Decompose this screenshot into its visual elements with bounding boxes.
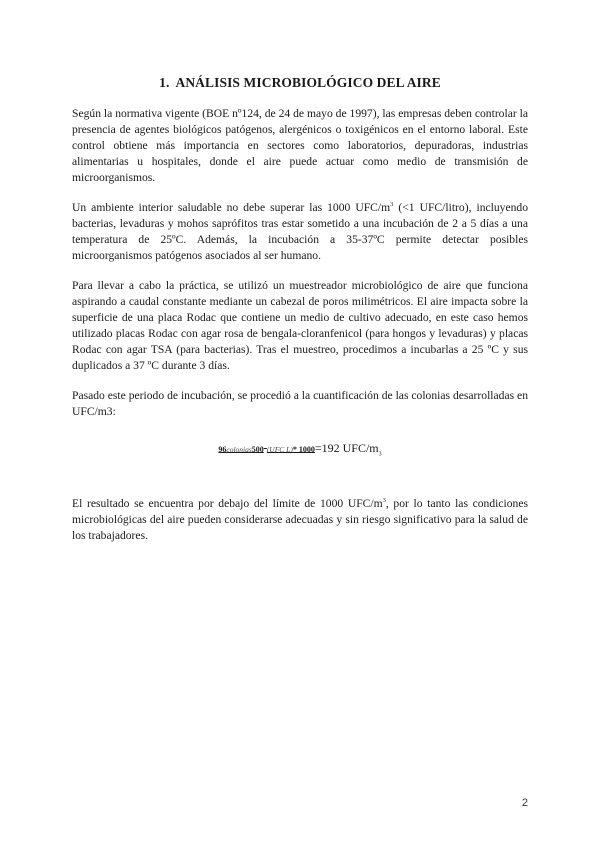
paragraph-conclusion-text-b: , por lo tanto las condiciones microbiológicas del aire pueden considerarse adecuadas y sin riesgo significativo para la salud de los trabajadores. bbox=[72, 497, 528, 542]
page-number: 2 bbox=[521, 797, 528, 809]
paragraph-regulation: Según la normativa vigente (BOE nº124, de 24 de mayo de 1997), las empresas deben controlar la presencia de agentes biológicos patógenos, alergénicos o toxigénicos en el entorno laboral. Este control obtiene más importancia en sectores como laboratorios, depuradoras, industrias alimentarias u hospitales, donde el aire puede actuar como medio de transmisión de microorganismos. bbox=[72, 107, 528, 184]
paragraph-healthy-environment bbox=[72, 200, 528, 264]
section-number: 1. bbox=[159, 75, 170, 90]
superscript-cubic: 3 bbox=[390, 201, 394, 209]
paragraph-healthy-environment-text-b: (<1 UFC/litro), incluyendo bacterias, levaduras y mohos saprófitos tras estar sometido a una incubación de 2 a 5 días a una temperatura de 25ºC. Además, la incubación a 35-37ºC permite detectar posibles microorganismos patógenos asociados al ser humano. bbox=[72, 201, 528, 262]
paragraph-incubation: Pasado este periodo de incubación, se procedió a la cuantificación de las colonias desarrolladas en UFC/m3: bbox=[72, 389, 528, 418]
paragraph-conclusion bbox=[72, 496, 528, 544]
formula-result-subscript: 3 bbox=[378, 451, 382, 458]
formula-volume-unit: (UFC L) bbox=[266, 445, 293, 454]
calculation-formula bbox=[0, 441, 600, 457]
formula-colonies-unit: colonias bbox=[226, 445, 252, 454]
paragraph-procedure: Para llevar a cabo la práctica, se utilizó un muestreador microbiológico de aire que funciona aspirando a caudal constante mediante un cabezal de poros milimétricos. El aire impacta sobre la superficie de una placa Rodac que contiene un medio de cultivo adecuado, en este caso hemos utilizado placas Rodac con agar rosa de bengala-cloranfenicol (para hongos y levaduras) y placas Rodac con agar TSA (para bacterias). Tras el muestreo, procedimos a incubarlas a 25 ºC y sus duplicados a 37 ºC durante 3 días. bbox=[72, 279, 528, 372]
formula-factor: * 1000 bbox=[292, 445, 315, 454]
paragraph-conclusion-text-a: El resultado se encuentra por debajo del límite de 1000 UFC/m bbox=[72, 497, 383, 510]
formula-colonies-count: 96 bbox=[218, 445, 227, 454]
formula-result: =192 UFC/m bbox=[314, 441, 379, 455]
section-title: ANÁLISIS MICROBIOLÓGICO DEL AIRE bbox=[175, 75, 441, 90]
section-heading bbox=[0, 75, 600, 91]
paragraph-healthy-environment-text-a: Un ambiente interior saludable no debe superar las 1000 UFC/m bbox=[72, 201, 391, 214]
formula-volume: 500 bbox=[251, 445, 264, 454]
superscript-cubic-2: 3 bbox=[382, 497, 386, 505]
formula-numerator bbox=[218, 441, 314, 455]
